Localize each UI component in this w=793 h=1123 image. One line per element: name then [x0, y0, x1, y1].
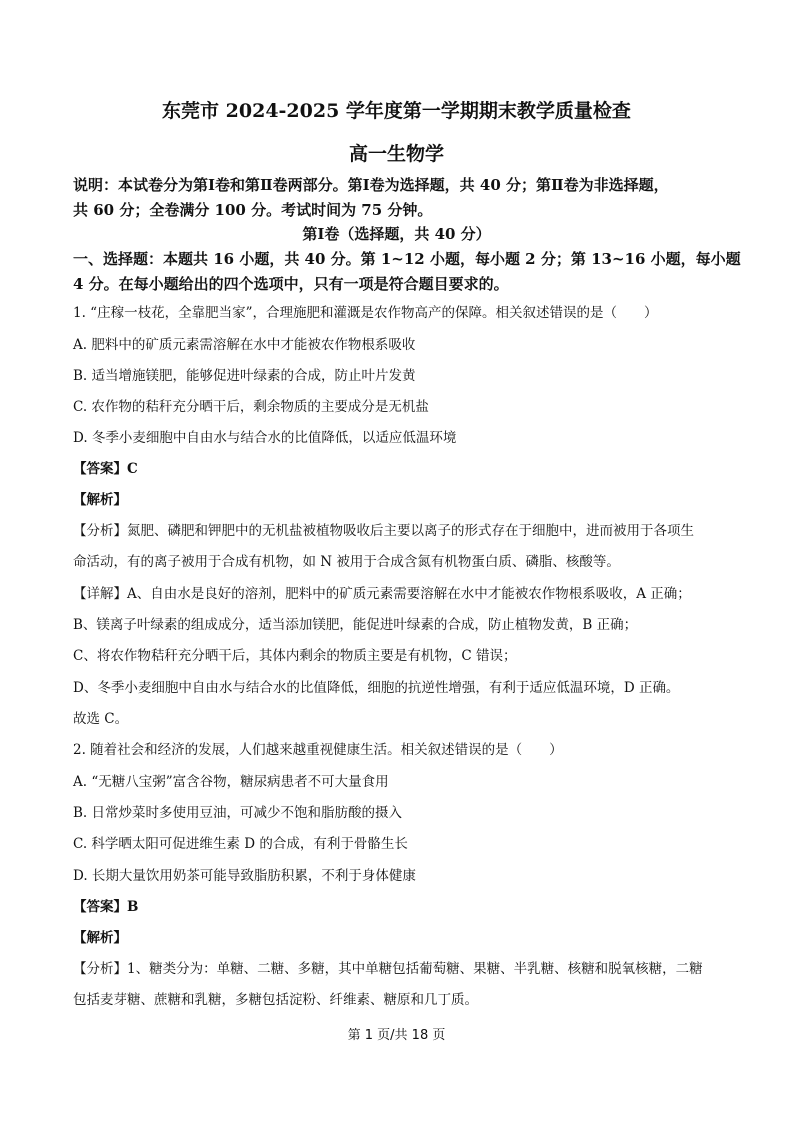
- q2-option-a: A. “无糖八宝粥”富含谷物，糖尿病患者不可大量食用: [73, 774, 389, 790]
- instructions: [73, 173, 723, 223]
- q1-detail-3: C、将农作物秸秆充分晒干后，其体内剩余的物质主要是有机物，C 错误；: [73, 648, 517, 664]
- q1-detail-1: 【详解】A、自由水是良好的溶剂，肥料中的矿质元素需要溶解在水中才能被农作物根系吸收，A 正确；: [73, 586, 691, 602]
- q2-stem: 2. 随着社会和经济的发展，人们越来越重视健康生活。相关叙述错误的是（ ）: [73, 742, 563, 758]
- q2-analysis-2: 包括麦芽糖、蔗糖和乳糖，多糖包括淀粉、纤维素、糖原和几丁质。: [73, 992, 478, 1008]
- q1-analysis-label: 【解析】: [73, 492, 127, 508]
- q2-option-c: C. 科学晒太阳可促进维生素 D 的合成，有利于骨骼生长: [73, 836, 408, 852]
- exam-title: 东莞市 2024-2025 学年度第一学期期末教学质量检查: [162, 100, 631, 122]
- instructions-line-2: 共 60 分；全卷满分 100 分。考试时间为 75 分钟。: [73, 201, 433, 219]
- section-heading: 第Ⅰ卷（选择题，共 40 分）: [302, 225, 491, 243]
- section-description-line-1: 一、选择题：本题共 16 小题，共 40 分。第 1~12 小题，每小题 2 分；第 13~16 小题，每小题: [73, 250, 741, 268]
- q1-analysis-1: 【分析】氮肥、磷肥和钾肥中的无机盐被植物吸收后主要以离子的形式存在于细胞中，进而被用于各项生: [73, 523, 694, 539]
- q2-analysis-label: 【解析】: [73, 930, 127, 946]
- q1-option-a: A. 肥料中的矿质元素需溶解在水中才能被农作物根系吸收: [73, 337, 416, 353]
- q2-option-d: D. 长期大量饮用奶茶可能导致脂肪积累，不利于身体健康: [73, 868, 416, 884]
- section-description: [73, 247, 741, 297]
- q1-answer: 【答案】C: [73, 461, 138, 477]
- instructions-line-1: 说明：本试卷分为第Ⅰ卷和第Ⅱ卷两部分。第Ⅰ卷为选择题，共 40 分；第Ⅱ卷为非选择题，: [73, 176, 669, 194]
- exam-subject: 高一生物学: [348, 143, 444, 165]
- q1-conclusion: 故选 C。: [73, 711, 129, 727]
- q1-option-c: C. 农作物的秸秆充分晒干后，剩余物质的主要成分是无机盐: [73, 399, 429, 415]
- q2-option-b: B. 日常炒菜时多使用豆油，可减少不饱和脂肪酸的摄入: [73, 805, 403, 821]
- q1-option-b: B. 适当增施镁肥，能够促进叶绿素的合成，防止叶片发黄: [73, 368, 416, 384]
- q1-stem: 1. “庄稼一枝花，全靠肥当家”，合理施肥和灌溉是农作物高产的保障。相关叙述错误的是（ ）: [73, 305, 658, 321]
- q1-detail-2: B、镁离子叶绿素的组成成分，适当添加镁肥，能促进叶绿素的合成，防止植物发黄，B 正确；: [73, 617, 638, 633]
- q2-analysis-1: 【分析】1、糖类分为：单糖、二糖、多糖，其中单糖包括葡萄糖、果糖、半乳糖、核糖和脱氧核糖，二糖: [73, 961, 703, 977]
- section-description-line-2: 4 分。在每小题给出的四个选项中，只有一项是符合题目要求的。: [73, 275, 509, 293]
- q2-answer: 【答案】B: [73, 899, 139, 915]
- q1-analysis-2: 命活动，有的离子被用于合成有机物，如 N 被用于合成含氮有机物蛋白质、磷脂、核酸等。: [73, 554, 620, 570]
- q1-detail-4: D、冬季小麦细胞中自由水与结合水的比值降低，细胞的抗逆性增强，有利于适应低温环境，D 正确。: [73, 680, 680, 696]
- page-number: 第 1 页/共 18 页: [347, 1028, 446, 1043]
- q1-option-d: D. 冬季小麦细胞中自由水与结合水的比值降低，以适应低温环境: [73, 430, 457, 446]
